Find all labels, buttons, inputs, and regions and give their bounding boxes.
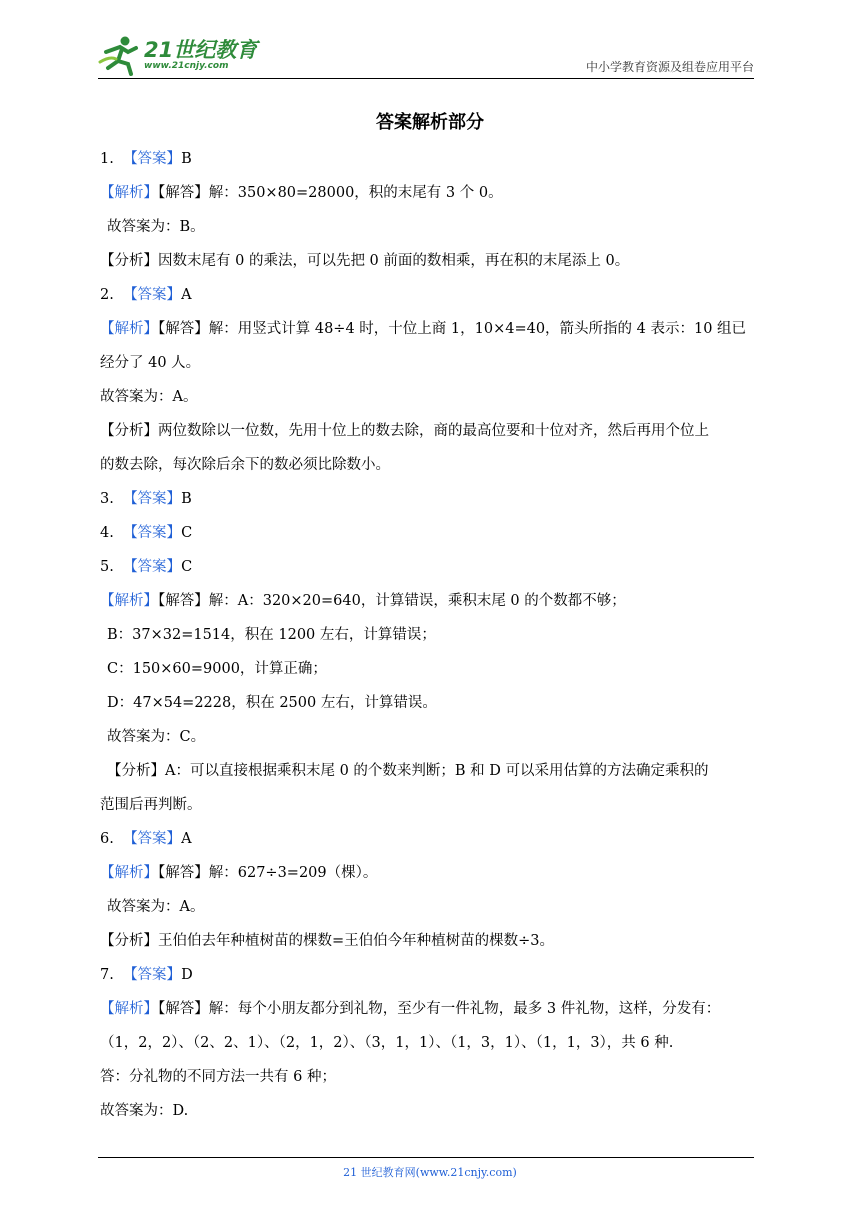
explanation-text: 【解答】解：每个小朋友都分到礼物，至少有一件礼物，最多 3 件礼物，这样，分发有：	[158, 1001, 721, 1017]
explanation-text: 【解答】解：350×80=28000，积的末尾有 3 个 0。	[158, 185, 503, 201]
question-2-explanation	[100, 318, 760, 352]
answer-value: C	[181, 559, 193, 575]
question-number: 5.	[100, 559, 114, 575]
answer-value: C	[181, 525, 193, 541]
explanation-text: 故答案为：A。	[107, 899, 205, 915]
explanation-text: D：47×54=2228，积在 2500 左右，计算错误。	[107, 695, 437, 711]
answer-tag: 【答案】	[123, 525, 182, 541]
answer-tag: 【答案】	[123, 967, 182, 983]
answer-tag: 【答案】	[123, 559, 182, 575]
explanation-text: 故答案为：D.	[100, 1103, 189, 1119]
question-6-answer	[100, 828, 760, 862]
question-5-answer	[100, 556, 760, 590]
jiexi-tag: 【解析】	[100, 1001, 158, 1017]
question-7-answer	[100, 964, 760, 998]
logo-text: 21世纪教育	[144, 38, 258, 62]
question-number: 7.	[100, 967, 114, 983]
analysis-text: 【分析】两位数除以一位数，先用十位上的数去除，商的最高位要和十位对齐，然后再用个位上	[100, 423, 709, 439]
question-number: 2.	[100, 287, 114, 303]
jiexi-tag: 【解析】	[100, 321, 158, 337]
question-5-explanation	[100, 590, 760, 624]
explanation-text: 经分了 40 人。	[100, 355, 201, 371]
answer-tag: 【答案】	[123, 287, 182, 303]
footer-divider	[98, 1157, 754, 1158]
question-number: 1.	[100, 151, 114, 167]
explanation-text: 故答案为：C。	[107, 729, 206, 745]
explanation-text: （1，2，2）、（2、2、1）、（2，1，2）、（3，1，1）、（1，3，1）、（1，1，3），共 6 种.	[100, 1035, 674, 1051]
explanation-text: 故答案为：B。	[107, 219, 205, 235]
question-number: 4.	[100, 525, 114, 541]
question-number: 6.	[100, 831, 114, 847]
page-header	[98, 28, 754, 79]
question-6-explanation	[100, 862, 760, 896]
site-logo[interactable]	[98, 32, 268, 76]
footer-link[interactable]: 21 世纪教育网(www.21cnjy.com)	[343, 1166, 517, 1179]
jiexi-tag: 【解析】	[100, 185, 158, 201]
question-1-explanation	[100, 182, 760, 216]
answer-tag: 【答案】	[123, 831, 182, 847]
answer-content	[100, 148, 760, 1134]
logo-url: www.21cnjy.com	[144, 61, 229, 71]
question-7-explanation	[100, 998, 760, 1032]
question-2-answer	[100, 284, 760, 318]
question-4-answer	[100, 522, 760, 556]
analysis-text: 【分析】王伯伯去年种植树苗的棵数=王伯伯今年种植树苗的棵数÷3。	[100, 933, 555, 949]
analysis-text: 【分析】A：可以直接根据乘积末尾 0 的个数来判断；B 和 D 可以采用估算的方法确定乘积的	[107, 763, 709, 779]
page-title: 答案解析部分	[376, 112, 484, 133]
explanation-text: 答：分礼物的不同方法一共有 6 种；	[100, 1069, 336, 1085]
answer-value: A	[181, 287, 192, 303]
answer-tag: 【答案】	[123, 491, 182, 507]
explanation-text: B：37×32=1514，积在 1200 左右，计算错误；	[107, 627, 436, 643]
answer-value: A	[181, 831, 192, 847]
explanation-text: 【解答】解：A：320×20=640，计算错误，乘积末尾 0 的个数都不够；	[158, 593, 626, 609]
runner-logo-icon	[98, 32, 142, 76]
explanation-text: 【解答】解：627÷3=209（棵）。	[158, 865, 378, 881]
question-1-answer	[100, 148, 760, 182]
explanation-text: 【解答】解：用竖式计算 48÷4 时，十位上商 1，10×4=40，箭头所指的 4 表示：10 组已	[158, 321, 747, 337]
explanation-text: 故答案为：A。	[100, 389, 198, 405]
jiexi-tag: 【解析】	[100, 865, 158, 881]
question-3-answer	[100, 488, 760, 522]
answer-tag: 【答案】	[123, 151, 182, 167]
answer-value: D	[181, 967, 193, 983]
analysis-text: 的数去除，每次除后余下的数必须比除数小。	[100, 457, 390, 473]
question-number: 3.	[100, 491, 114, 507]
explanation-text: C：150×60=9000，计算正确；	[107, 661, 327, 677]
answer-value: B	[181, 151, 192, 167]
analysis-text: 范围后再判断。	[100, 797, 202, 813]
platform-name: 中小学教育资源及组卷应用平台	[585, 60, 754, 74]
answer-value: B	[181, 491, 192, 507]
jiexi-tag: 【解析】	[100, 593, 158, 609]
analysis-text: 【分析】因数末尾有 0 的乘法，可以先把 0 前面的数相乘，再在积的末尾添上 0。	[100, 253, 630, 269]
